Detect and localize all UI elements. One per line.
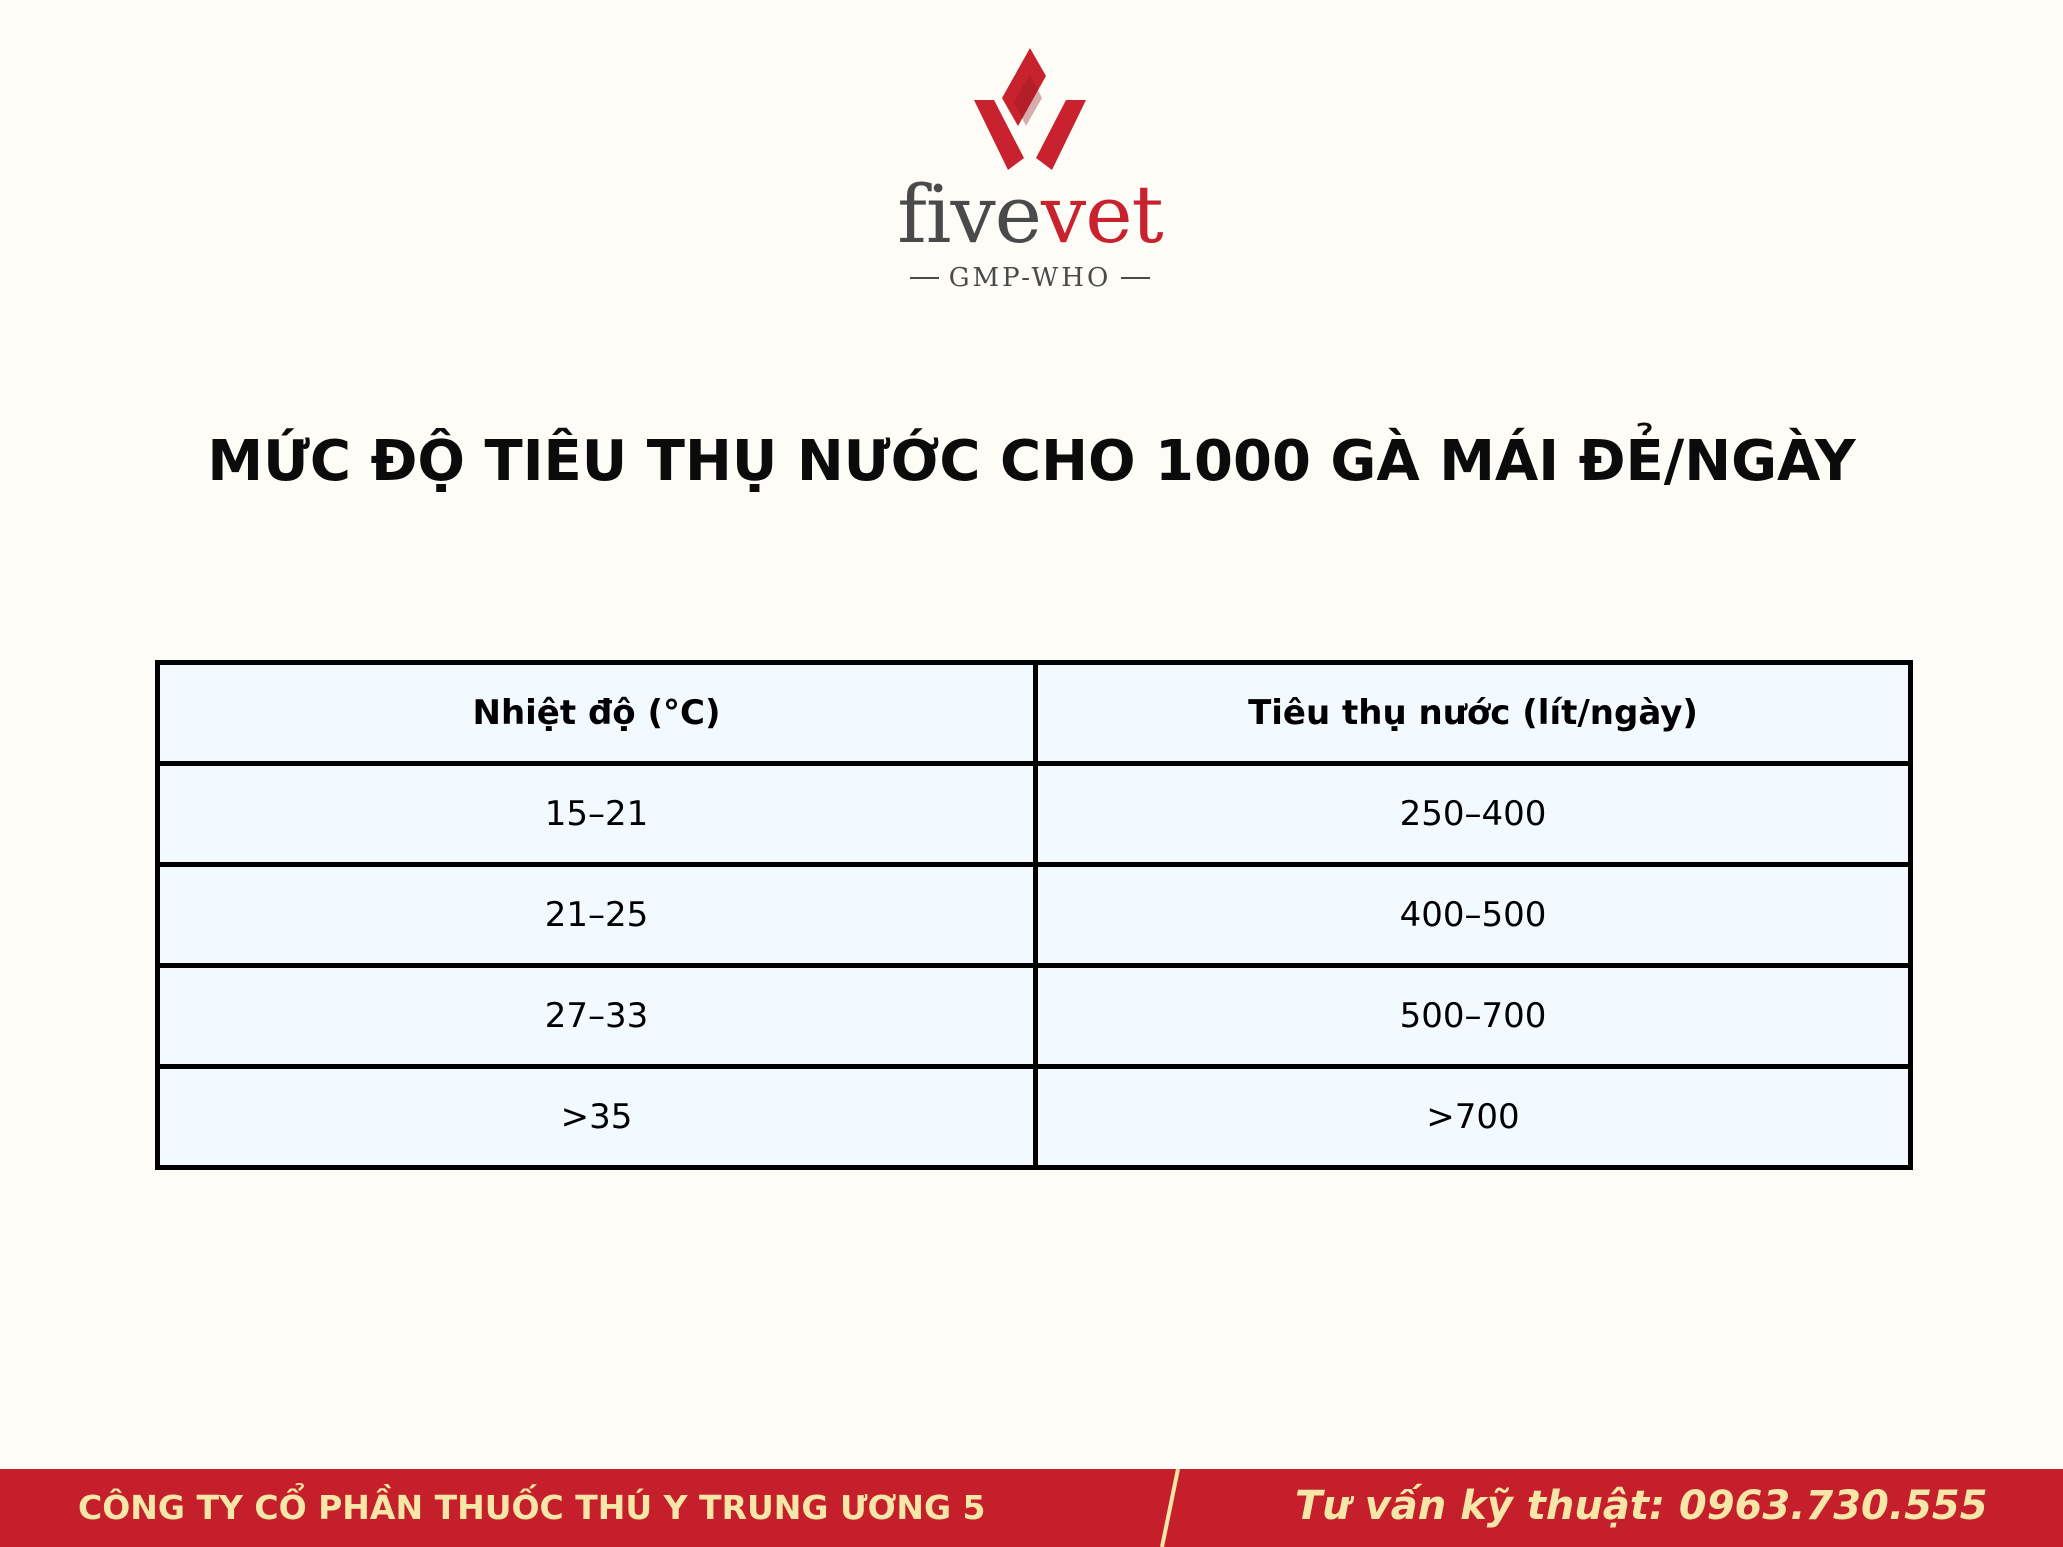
page-title: MỨC ĐỘ TIÊU THỤ NƯỚC CHO 1000 GÀ MÁI ĐẺ/NGÀY: [207, 429, 1856, 494]
company-logo: [880, 40, 1180, 300]
cell-water: >700: [1036, 1067, 1911, 1168]
logo-rule-right: [1121, 277, 1150, 279]
logo-word-five: five: [897, 168, 1042, 261]
logo-subtitle-text: GMP-WHO: [948, 263, 1112, 293]
table-row: [158, 764, 1911, 865]
table-row: [158, 1067, 1911, 1168]
logo-subtitle: [910, 258, 1150, 298]
table-header-row: [158, 663, 1911, 764]
header-temperature: Nhiệt độ (°C): [158, 663, 1036, 764]
water-consumption-table: [155, 660, 1913, 1170]
cell-temperature: >35: [158, 1067, 1036, 1168]
logo-word-vet: vet: [1041, 168, 1163, 261]
table-row: [158, 966, 1911, 1067]
cell-temperature: 27–33: [158, 966, 1036, 1067]
cell-temperature: 21–25: [158, 865, 1036, 966]
cell-water: 250–400: [1036, 764, 1911, 865]
footer-banner: [0, 1469, 2063, 1547]
logo-wordmark: [880, 170, 1180, 260]
table-row: [158, 865, 1911, 966]
footer-divider-icon: [1150, 1469, 1190, 1547]
cell-temperature: 15–21: [158, 764, 1036, 865]
fivevet-logo-mark-icon: [962, 40, 1098, 174]
cell-water: 400–500: [1036, 865, 1911, 966]
logo-rule-left: [910, 277, 939, 279]
footer-hotline: Tư vấn kỹ thuật: 0963.730.555: [1295, 1483, 1988, 1529]
header-water-consumption: Tiêu thụ nước (lít/ngày): [1036, 663, 1911, 764]
cell-water: 500–700: [1036, 966, 1911, 1067]
footer-company-name: CÔNG TY CỔ PHẦN THUỐC THÚ Y TRUNG ƯƠNG 5: [78, 1488, 986, 1527]
